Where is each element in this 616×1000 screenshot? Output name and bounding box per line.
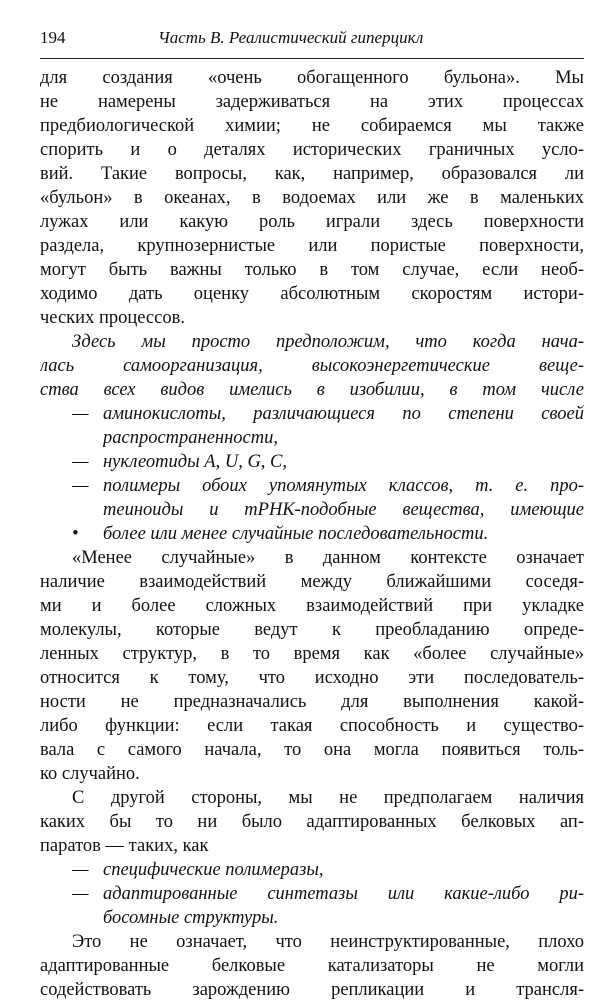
running-head: Часть В. Реалистический гиперцикл bbox=[158, 28, 424, 47]
text-line: ческих процессов. bbox=[40, 308, 185, 328]
dot-marker: • bbox=[72, 524, 79, 544]
text-line: ства всех видов имелись в изобилии, в том числе bbox=[40, 380, 584, 400]
text-line: ми и более сложных взаимодействий при укладке bbox=[40, 596, 584, 616]
text-line: относится к тому, что исходно эти последователь- bbox=[40, 668, 584, 688]
text-line: лась самоорганизация, высокоэнергетические веще- bbox=[40, 356, 584, 376]
text-line: наличие взаимодействий между ближайшими соседя- bbox=[40, 572, 584, 592]
list-item-continuation: распространенности, bbox=[103, 428, 278, 448]
dash-marker: — bbox=[72, 404, 89, 424]
text-line: вала с самого начала, то она могла появиться толь- bbox=[40, 740, 584, 760]
list-item bbox=[72, 450, 584, 474]
list-item-text: адаптированные синтетазы или какие-либо ри- bbox=[103, 884, 584, 904]
text-line: содействовать зарождению репликации и трансля- bbox=[40, 980, 584, 1000]
list-item bbox=[72, 858, 584, 882]
text-line: для создания «очень обогащенного бульона». Мы bbox=[40, 68, 584, 88]
text-line: ленных структур, в то время как «более случайные» bbox=[40, 644, 584, 664]
list-item bbox=[72, 882, 584, 906]
text-line: адаптированные белковые катализаторы не могли bbox=[40, 956, 584, 976]
dash-marker: — bbox=[72, 860, 89, 880]
dash-marker: — bbox=[72, 452, 89, 472]
list-item bbox=[72, 474, 584, 498]
list-item-text: более или менее случайные последовательности. bbox=[103, 524, 489, 544]
page-number: 194 bbox=[40, 28, 66, 47]
list-item-continuation: теиноиды и тРНК-подобные вещества, имеющие bbox=[103, 500, 584, 520]
list-item bbox=[72, 522, 584, 546]
text-line: «бульон» в океанах, в водоемах или же в маленьких bbox=[40, 188, 584, 208]
text-line: ко случайно. bbox=[40, 764, 140, 784]
text-line: раздела, крупнозернистые или пористые поверхности, bbox=[40, 236, 584, 256]
dash-marker: — bbox=[72, 476, 89, 496]
text-line: паратов — таких, как bbox=[40, 836, 209, 856]
text-line: каких бы то ни было адаптированных белковых ап- bbox=[40, 812, 584, 832]
list-item-text: нуклеотиды A, U, G, C, bbox=[103, 452, 288, 472]
text-line: предбиологической химии; не собираемся мы также bbox=[40, 116, 584, 136]
text-line: молекулы, которые ведут к преобладанию опреде- bbox=[40, 620, 584, 640]
text-line: не намерены задерживаться на этих процессах bbox=[40, 92, 584, 112]
text-line: Здесь мы просто предположим, что когда нача- bbox=[72, 332, 584, 352]
list-item bbox=[72, 402, 584, 426]
text-line: Это не означает, что неинструктированные, плохо bbox=[72, 932, 584, 952]
page-header bbox=[40, 28, 584, 52]
text-line: С другой стороны, мы не предполагаем наличия bbox=[72, 788, 584, 808]
text-line: ходимо дать оценку абсолютным скоростям истори- bbox=[40, 284, 584, 304]
list-item-text: специфические полимеразы, bbox=[103, 860, 324, 880]
text-line: «Менее случайные» в данном контексте означает bbox=[72, 548, 584, 568]
dash-marker: — bbox=[72, 884, 89, 904]
text-line: могут быть важны только в том случае, если необ- bbox=[40, 260, 584, 280]
text-line: либо функции: если такая способность и существо- bbox=[40, 716, 584, 736]
header-rule bbox=[40, 58, 584, 59]
text-line: лужах или какую роль играли здесь поверхности bbox=[40, 212, 584, 232]
text-line: спорить и о деталях исторических граничных усло- bbox=[40, 140, 584, 160]
text-line: ности не предназначались для выполнения какой- bbox=[40, 692, 584, 712]
list-item-continuation: босомные структуры. bbox=[103, 908, 279, 928]
list-item-text: полимеры обоих упомянутых классов, т. е. про- bbox=[103, 476, 584, 496]
list-item-text: аминокислоты, различающиеся по степени своей bbox=[103, 404, 584, 424]
text-line: вий. Такие вопросы, как, например, образовался ли bbox=[40, 164, 584, 184]
